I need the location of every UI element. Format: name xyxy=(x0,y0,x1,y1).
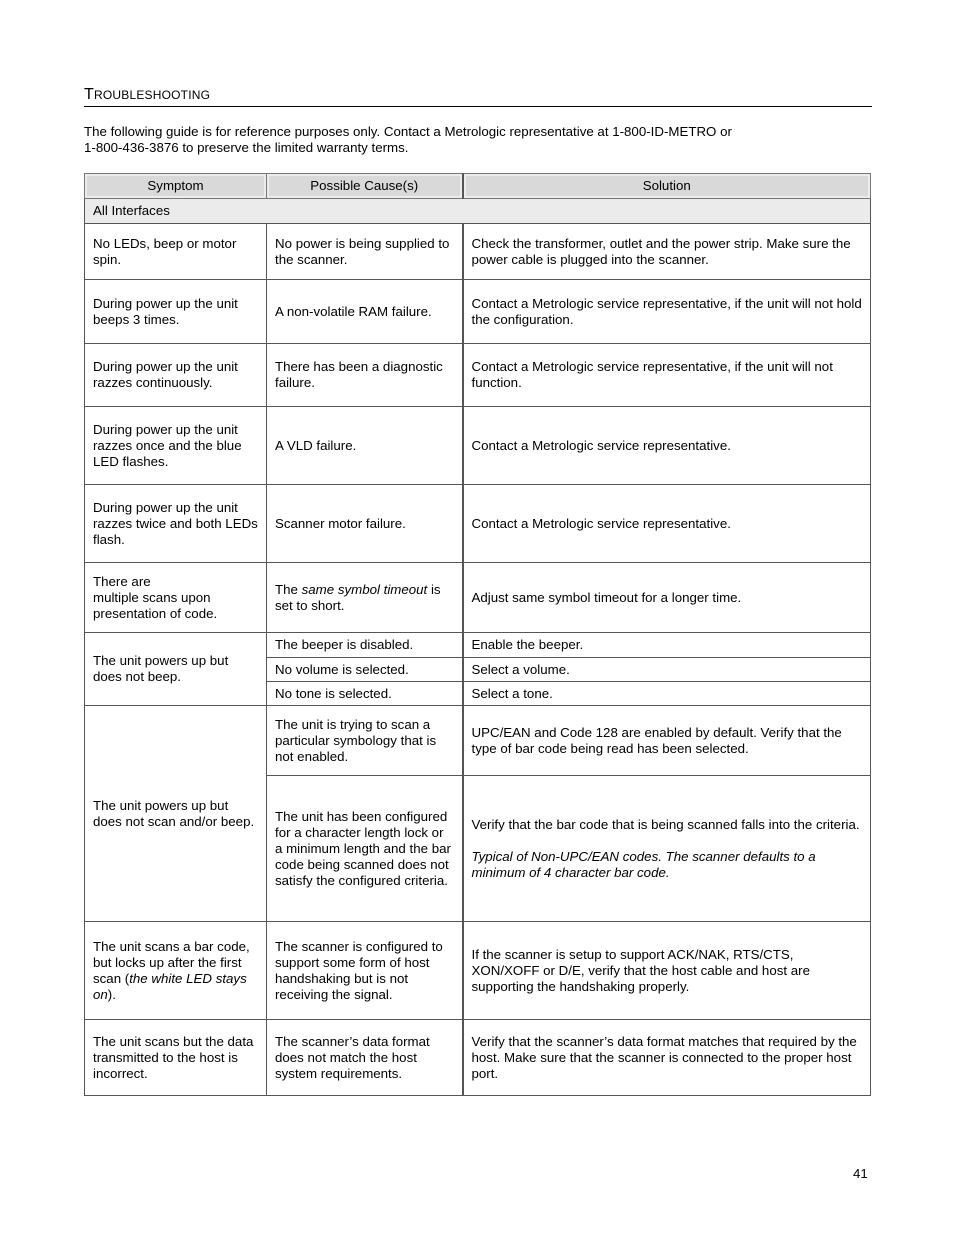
table-header-row xyxy=(85,174,871,199)
solution-cell: Contact a Metrologic service representative, if the unit will not hold the configuration. xyxy=(463,280,871,344)
table-row xyxy=(85,633,871,658)
solution-cell: Verify that the scanner’s data format matches that required by the host. Make sure that the scanner is connected to the proper host port. xyxy=(463,1020,871,1096)
cause-cell: A non-volatile RAM failure. xyxy=(267,280,463,344)
symptom-cell xyxy=(85,922,267,1020)
table-row xyxy=(85,922,871,1020)
solution-cell: UPC/EAN and Code 128 are enabled by default. Verify that the type of bar code being read has been selected. xyxy=(463,706,871,776)
cause-cell: The scanner’s data format does not match the host system requirements. xyxy=(267,1020,463,1096)
table-row xyxy=(85,706,871,776)
cause-cell: There has been a diagnostic failure. xyxy=(267,344,463,407)
symptom-text: The unit scans a bar code, but locks up after the first scan ( xyxy=(93,938,250,986)
table-row xyxy=(85,407,871,485)
cause-cell: The beeper is disabled. xyxy=(267,633,463,658)
solution-cell: Contact a Metrologic service representative. xyxy=(463,485,871,563)
solution-cell: Contact a Metrologic service representative. xyxy=(463,407,871,485)
cause-cell: No volume is selected. xyxy=(267,658,463,682)
symptom-emphasis: the white LED stays on xyxy=(93,970,247,1002)
symptom-cell: No LEDs, beep or motor spin. xyxy=(85,224,267,280)
table-row xyxy=(85,224,871,280)
symptom-cell: The unit powers up but does not beep. xyxy=(85,633,267,706)
intro-paragraph xyxy=(84,124,864,156)
symptom-cell: During power up the unit razzes once and the blue LED flashes. xyxy=(85,407,267,485)
solution-cell: Contact a Metrologic service representative, if the unit will not function. xyxy=(463,344,871,407)
header-symptom: Symptom xyxy=(85,174,267,199)
table-row xyxy=(85,280,871,344)
solution-cell: If the scanner is setup to support ACK/NAK, RTS/CTS, XON/XOFF or D/E, verify that the host cable and host are supporting the handshaking properly. xyxy=(463,922,871,1020)
cause-cell: Scanner motor failure. xyxy=(267,485,463,563)
cause-cell xyxy=(267,563,463,633)
section-all-interfaces: All Interfaces xyxy=(85,199,871,224)
page-number: 41 xyxy=(853,1166,868,1181)
solution-cell: Select a volume. xyxy=(463,658,871,682)
cause-cell: The scanner is configured to support some form of host handshaking but is not receiving the signal. xyxy=(267,922,463,1020)
symptom-cell: During power up the unit razzes continuously. xyxy=(85,344,267,407)
solution-cell: Check the transformer, outlet and the power strip. Make sure the power cable is plugged into the scanner. xyxy=(463,224,871,280)
cause-text: The xyxy=(275,581,302,597)
intro-line: 1-800-436-3876 to preserve the limited warranty terms. xyxy=(84,140,409,155)
header-cause: Possible Cause(s) xyxy=(267,174,463,199)
table-row xyxy=(85,563,871,633)
section-row xyxy=(85,199,871,224)
cause-cell: The unit is trying to scan a particular symbology that is not enabled. xyxy=(267,706,463,776)
symptom-cell: The unit powers up but does not scan and/or beep. xyxy=(85,706,267,922)
solution-cell: Select a tone. xyxy=(463,682,871,706)
troubleshooting-table xyxy=(84,173,871,1096)
cause-emphasis: same symbol timeout xyxy=(301,581,428,597)
solution-cell: Enable the beeper. xyxy=(463,633,871,658)
solution-cell xyxy=(463,776,871,922)
header-solution: Solution xyxy=(463,174,871,199)
section-heading: TROUBLESHOOTING xyxy=(84,86,872,107)
cause-cell: The unit has been configured for a character length lock or a minimum length and the bar code being scanned does not satisfy the configured criteria. xyxy=(267,776,463,922)
solution-text: Verify that the bar code that is being scanned falls into the criteria. xyxy=(471,816,860,832)
table-row xyxy=(85,485,871,563)
symptom-line: multiple scans upon presentation of code. xyxy=(93,589,218,621)
table-row xyxy=(85,1020,871,1096)
symptom-text: ). xyxy=(107,986,116,1002)
cause-cell: No tone is selected. xyxy=(267,682,463,706)
symptom-line: There are xyxy=(93,573,151,589)
symptom-cell: The unit scans but the data transmitted to the host is incorrect. xyxy=(85,1020,267,1096)
symptom-cell: During power up the unit razzes twice and both LEDs flash. xyxy=(85,485,267,563)
solution-note: Typical of Non-UPC/EAN codes. The scanner defaults to a minimum of 4 character bar code. xyxy=(471,848,816,880)
cause-cell: No power is being supplied to the scanner. xyxy=(267,224,463,280)
cause-cell: A VLD failure. xyxy=(267,407,463,485)
symptom-cell xyxy=(85,563,267,633)
solution-cell: Adjust same symbol timeout for a longer time. xyxy=(463,563,871,633)
intro-line: The following guide is for reference purposes only. Contact a Metrologic representative at 1-800-ID-METRO or xyxy=(84,124,732,139)
symptom-cell: During power up the unit beeps 3 times. xyxy=(85,280,267,344)
table-row xyxy=(85,344,871,407)
cause-text: is set to short. xyxy=(275,581,441,613)
